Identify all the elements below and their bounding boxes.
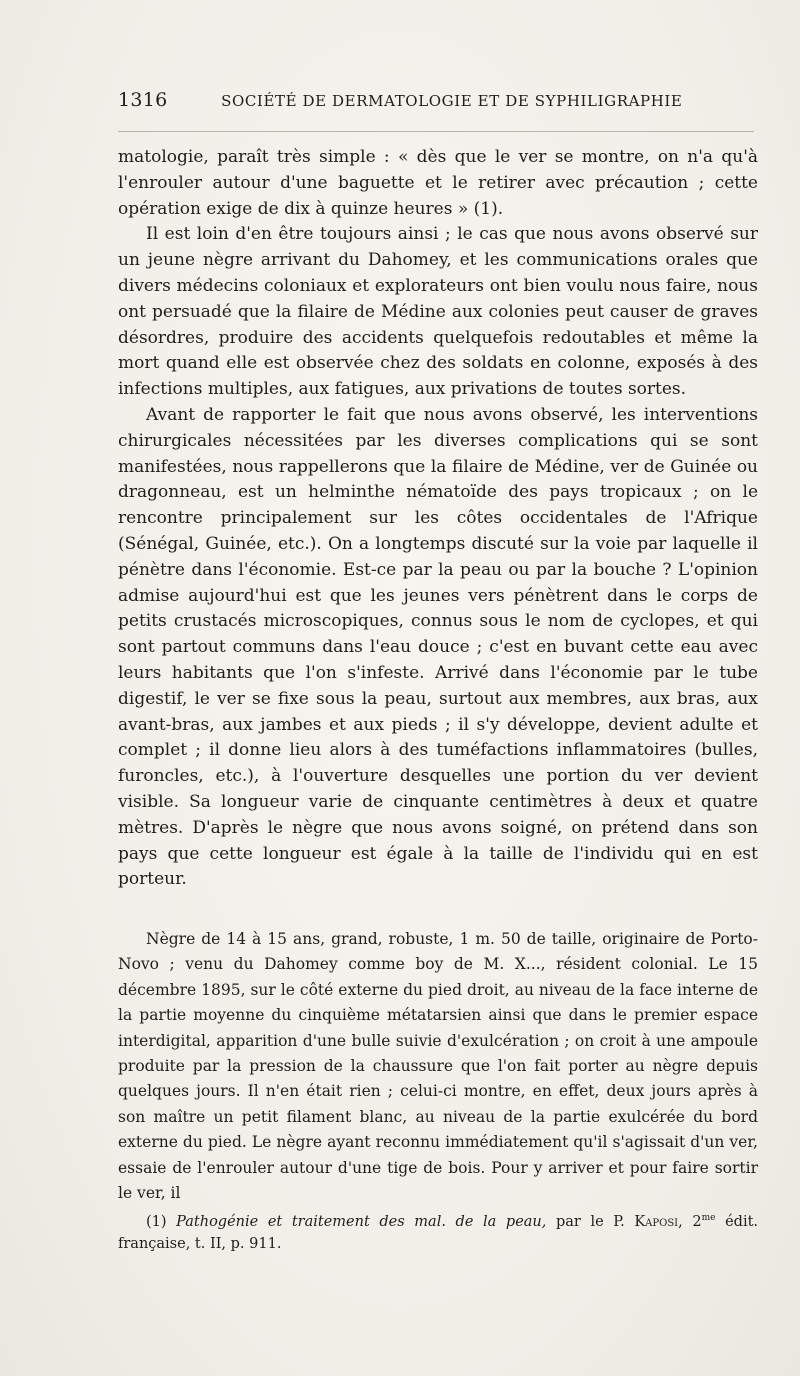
case-report: [118, 927, 758, 1206]
footnote-title: Pathogénie et traitement des mal. de la peau,: [176, 1214, 547, 1230]
footnote-edition-rest: édit. française, t. II, p. 911.: [118, 1214, 759, 1252]
footnote-author: Kaposi,: [634, 1214, 683, 1230]
footnote-by: par le P.: [556, 1214, 625, 1230]
paragraph-observation: Il est loin d'en être toujours ainsi ; le cas que nous avons observé sur un jeune nègre arrivant du Dahomey, et les communications orales que divers médecins coloniaux et explorateurs ont bien voulu nous faire, nous ont persuadé que la filaire de Médine aux colonies peut causer de graves désordres, produire des accidents quelquefois redoutables et même la mort quand elle est observée chez des soldats en colonne, exposés à des infections multiples, aux fatigues, aux privations de toutes sortes.: [118, 224, 758, 400]
header-rule: [118, 131, 754, 132]
footnote-edition-sup: me: [701, 1213, 716, 1223]
body-text: [118, 145, 758, 893]
page-number: 1316: [118, 89, 168, 111]
case-paragraph: Nègre de 14 à 15 ans, grand, robuste, 1 m. 50 de taille, originaire de Porto-Novo ; venu du Dahomey comme boy de M. X..., résident colonial. Le 15 décembre 1895, sur le côté externe du pied droit, au niveau de la face interne de la partie moyenne du cinquième métatarsien ainsi que dans le premier espace interdigital, apparition d'une bulle suivie d'exulcération ; on croit à une ampoule produite par la pression de la chaussure que l'on fait porter au nègre depuis quelques jours. Il n'en était rien ; celui-ci montre, en effet, deux jours après à son maître un petit filament blanc, au niveau de la partie exulcérée du bord externe du pied. Le nègre ayant reconnu immédiatement qu'il s'agissait d'un ver, essaie de l'enrouler autour d'une tige de bois. Pour y arriver et pour faire sortir le ver, il: [118, 930, 758, 1203]
paragraph-background: Avant de rapporter le fait que nous avons observé, les interventions chirurgicales nécessitées par les diverses complications qui se sont manifestées, nous rappellerons que la filaire de Médine, ver de Guinée ou dragonneau, est un helminthe nématoïde des pays tropicaux ; on le rencontre principalement sur les côtes occidentales de l'Afrique (Sénégal, Guinée, etc.). On a longtemps discuté sur la voie par laquelle il pénètre dans l'économie. Est-ce par la peau ou par la bouche ? L'opinion admise aujourd'hui est que les jeunes vers pénètrent dans le corps de petits crustacés microscopiques, connus sous le nom de cyclopes, et qui sont partout communs dans l'eau douce ; c'est en buvant cette eau avec leurs habitants que l'on s'infeste. Arrivé dans l'économie par le tube digestif, le ver se fixe sous la peau, surtout aux membres, aux bras, aux avant-bras, aux jambes et aux pieds ; il s'y développe, devient adulte et complet ; il donne lieu alors à des tuméfactions inflammatoires (bulles, furoncles, etc.), à l'ouverture desquelles une portion du ver devient visible. Sa longueur varie de cinquante centimètres à deux et quatre mètres. D'après le nègre que nous avons soigné, on prétend dans son pays que cette longueur est égale à la taille de l'individu qui en est porteur.: [118, 404, 758, 890]
footnote-edition-num: 2: [692, 1214, 702, 1230]
running-title: SOCIÉTÉ DE DERMATOLOGIE ET DE SYPHILIGRAPHIE: [221, 92, 683, 110]
running-head: [118, 89, 758, 117]
footnote: [118, 1207, 758, 1255]
footnote-marker: (1): [146, 1214, 167, 1230]
paragraph-continuation: matologie, paraît très simple : « dès que le ver se montre, on n'a qu'à l'enrouler autour d'une baguette et le retirer avec précaution ; cette opération exige de dix à quinze heures » (1).: [118, 147, 758, 219]
